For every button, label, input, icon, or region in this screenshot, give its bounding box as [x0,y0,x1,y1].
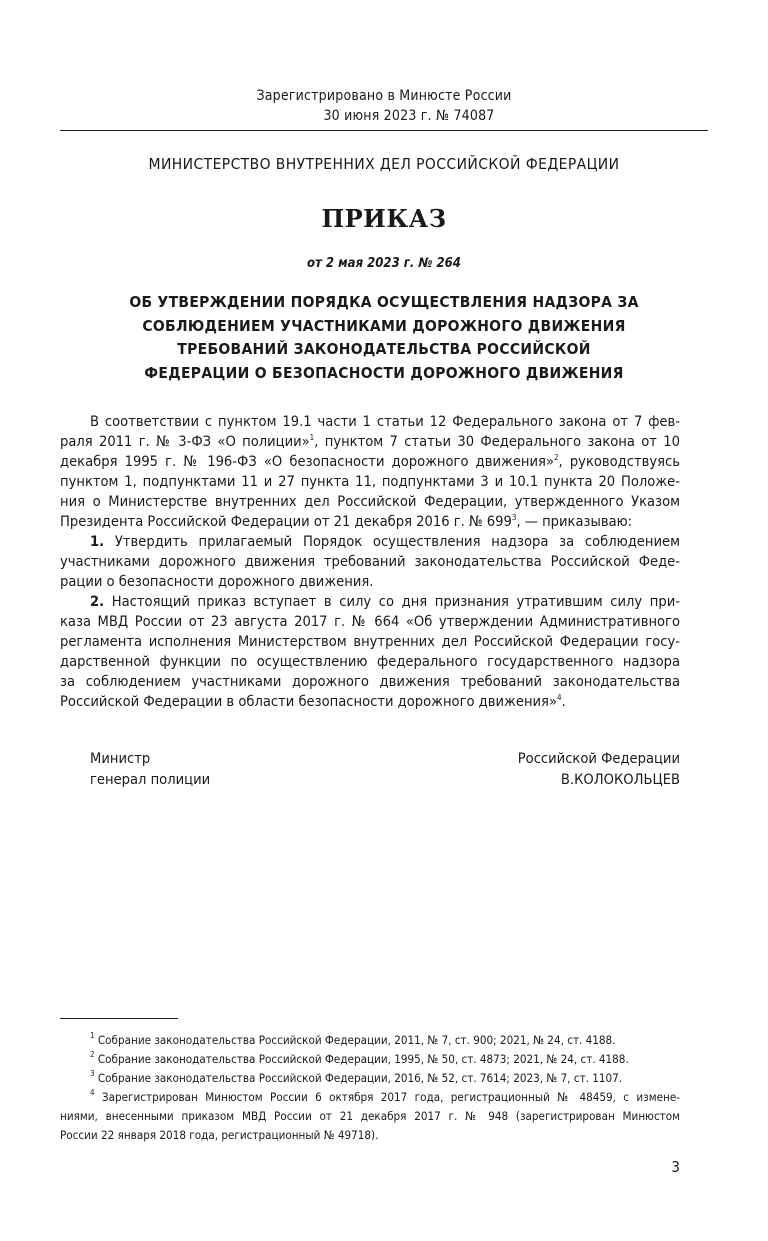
footnote-marker: 1 [90,1031,95,1040]
footnote-marker: 1 [309,433,315,442]
text-segment: ния о Министерстве внутренних дел Российской Федерации, утвержденного Указом [60,493,680,510]
text-segment: декабря 1995 г. № 196-ФЗ «О безопасности дорожного движения» [60,453,554,470]
paragraph-line [60,552,680,572]
text-segment: России 22 января 2018 года, регистрационный № 49718). [60,1128,379,1142]
text-segment: Настоящий приказ вступает в силу со дня признания утратившим силу при- [111,593,680,610]
signer-position: Министр [90,750,151,767]
item-number: 1. [90,533,105,550]
text-segment: Собрание законодательства Российской Федерации, 1995, № 50, ст. 4873; 2021, № 24, ст. 4188. [94,1052,629,1066]
footnote-marker: 4 [557,693,562,702]
text-segment: пунктом 1, подпунктами 11 и 27 пункта 11, подпунктами 3 и 10.1 пункта 20 Положе- [60,473,680,490]
footnote-marker: 2 [553,453,559,462]
footnote-line [60,1126,680,1145]
paragraph-line [60,452,680,472]
text-segment: В соответствии с пунктом 19.1 части 1 статьи 12 Федерального закона от 7 фев- [90,413,680,430]
text-segment: Президента Российской Федерации от 21 декабря 2016 г. № 699 [60,513,512,530]
title-line: ОБ УТВЕРЖДЕНИИ ПОРЯДКА ОСУЩЕСТВЛЕНИЯ НАДЗОРА ЗА [129,293,639,311]
text-segment: Утвердить прилагаемый Порядок осуществления надзора за соблюдением [114,533,680,550]
document-type: ПРИКАЗ [321,204,447,233]
ministry-name: МИНИСТЕРСТВО ВНУТРЕННИХ ДЕЛ РОССИЙСКОЙ ФЕДЕРАЦИИ [148,155,620,173]
text-segment: , руководствуясь [558,453,680,470]
text-segment: раля 2011 г. № 3-ФЗ «О полиции» [60,433,310,450]
title-line: ФЕДЕРАЦИИ О БЕЗОПАСНОСТИ ДОРОЖНОГО ДВИЖЕНИЯ [144,363,624,382]
signature-left [90,748,210,790]
signature-right [518,748,680,790]
text-segment: за соблюдением участниками дорожного движения требований законодательства [60,673,680,690]
registration-line-2: 30 июня 2023 г. № 74087 [323,108,495,124]
paragraph-line [60,412,680,432]
footnote-marker: 3 [90,1069,95,1078]
text-segment: . [561,693,566,710]
text-segment: рации о безопасности дорожного движения. [60,573,374,590]
footnote-line [60,1088,680,1107]
text-segment: Собрание законодательства Российской Федерации, 2016, № 52, ст. 7614; 2023, № 7, ст. 1107. [94,1071,623,1085]
paragraph-line [60,572,680,592]
paragraph-line [60,652,680,672]
document-title [60,291,708,385]
signer-rank: генерал полиции [90,771,211,788]
text-segment: участниками дорожного движения требований законодательства Российской Феде- [60,553,680,570]
footnote-line [60,1107,680,1126]
text-segment: регламента исполнения Министерством внутренних дел Российской Федерации госу- [60,633,680,650]
title-line: ТРЕБОВАНИЙ ЗАКОНОДАТЕЛЬСТВА РОССИЙСКОЙ [177,340,591,358]
footnote-marker: 4 [90,1088,95,1097]
signer-name: В.КОЛОКОЛЬЦЕВ [560,771,680,788]
text-segment: каза МВД России от 23 августа 2017 г. № 664 «Об утверждении Административного [60,613,680,630]
footnote-divider [60,1018,178,1019]
registration-line-1: Зарегистрировано в Минюсте России [256,88,512,104]
text-segment: ниями, внесенными приказом МВД России от 21 декабря 2017 г. № 948 (зарегистрирован Минюстом [60,1109,680,1123]
text-segment: дарственной функции по осуществлению федерального государственного надзора [60,653,680,670]
text-segment: , пунктом 7 статьи 30 Федерального закона от 10 [314,433,680,450]
paragraph-line [60,472,680,492]
item-number: 2. [90,593,105,610]
document-body [60,412,680,712]
paragraph-line [60,672,680,692]
signer-position-cont: Российской Федерации [517,750,680,767]
footnote-line [60,1031,680,1050]
document-date: от 2 мая 2023 г. № 264 [307,256,461,271]
text-segment: Российской Федерации в области безопасности дорожного движения» [60,693,557,710]
page-number: 3 [671,1158,680,1176]
footnote-marker: 2 [90,1050,95,1059]
footnote-marker: 3 [511,513,517,522]
paragraph-line [60,592,680,612]
text-segment: , — приказываю: [516,513,633,530]
header-divider [60,130,708,131]
paragraph-line [60,612,680,632]
text-segment: Собрание законодательства Российской Федерации, 2011, № 7, ст. 900; 2021, № 24, ст. 4188. [94,1033,616,1047]
paragraph-line [60,492,680,512]
footnotes [60,1031,680,1145]
paragraph-line [60,512,680,532]
footnote-line [60,1069,680,1088]
paragraph-line [60,632,680,652]
footnote-line [60,1050,680,1069]
paragraph-line [60,432,680,452]
title-line: СОБЛЮДЕНИЕМ УЧАСТНИКАМИ ДОРОЖНОГО ДВИЖЕНИЯ [142,316,626,335]
paragraph-line [60,532,680,552]
paragraph-line [60,692,680,712]
text-segment: Зарегистрирован Минюстом России 6 октября 2017 года, регистрационный № 48459, с измене- [94,1090,680,1104]
